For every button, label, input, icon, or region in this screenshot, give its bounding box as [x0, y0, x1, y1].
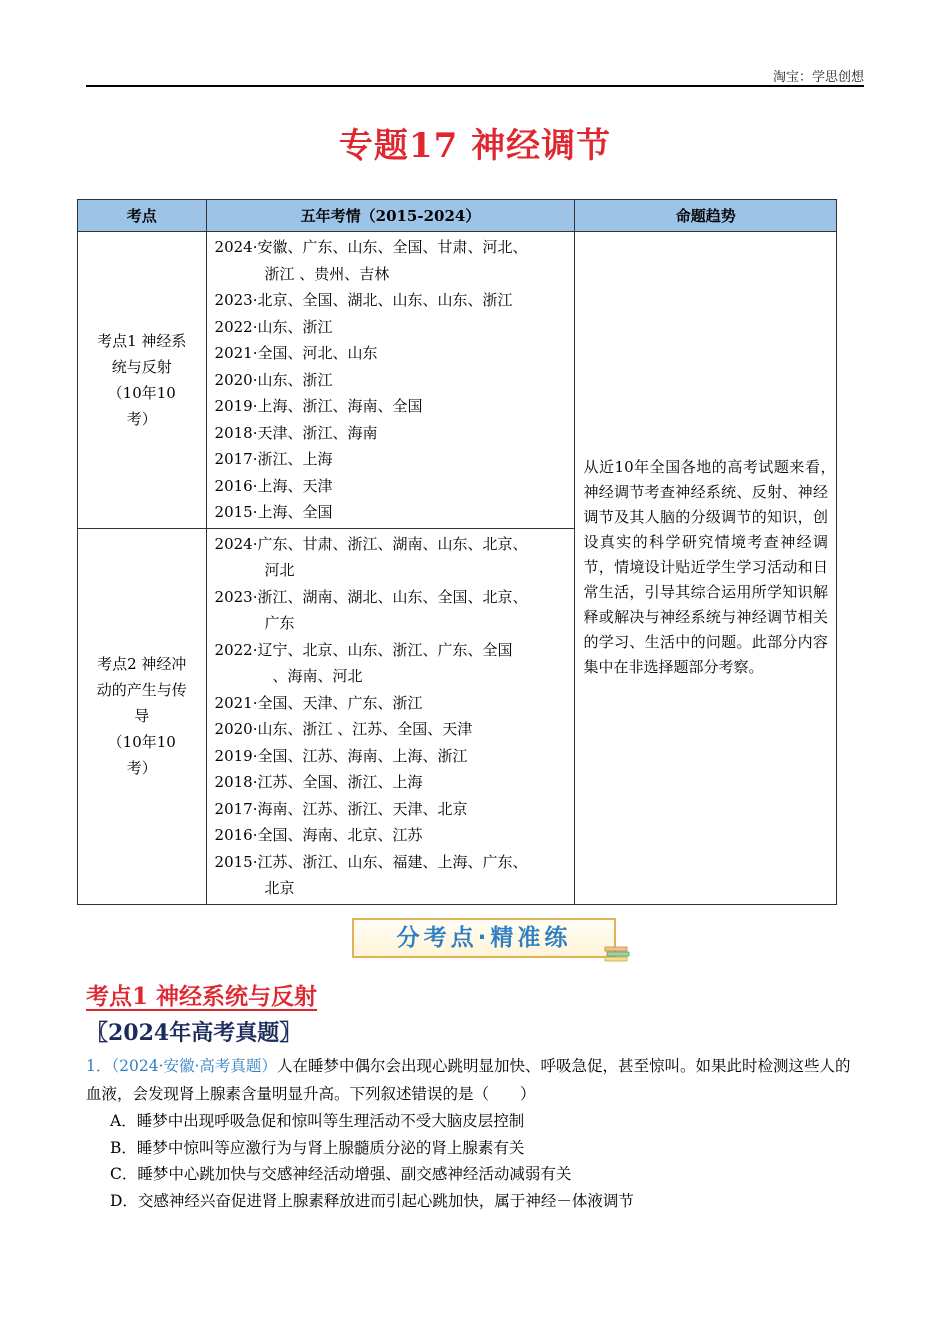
year-entry: 2022·山东、浙江 — [214, 317, 333, 336]
option-b: B．睡梦中惊叫等应激行为与肾上腺髓质分泌的肾上腺素有关 — [110, 1139, 525, 1157]
question-stem: 人在睡梦中偶尔会出现心跳明显加快、呼吸急促，甚至惊叫。如果此时检测这些人的血液，会发现肾上腺素含量明显升高。下列叙述错误的是（ ） — [86, 1057, 851, 1103]
exam-summary-table — [77, 199, 844, 905]
year-entry: 2018·江苏、全国、浙江、上海 — [214, 773, 423, 791]
topic-line: 动的产生与传 — [96, 681, 187, 699]
year-entry-text: 2024·广东、甘肃、浙江、湖南、山东、北京、 — [214, 534, 528, 553]
year-entry-continuation: 北京 — [264, 879, 295, 897]
year-entry: 2016·全国、海南、北京、江苏 — [214, 826, 423, 844]
year-entry: 2019·全国、江苏、海南、上海、浙江 — [214, 746, 468, 765]
option-c: C．睡梦中心跳加快与交感神经活动增强、副交感神经活动减弱有关 — [110, 1165, 572, 1183]
section-heading: 考点1 神经系统与反射 — [86, 983, 318, 1010]
year-entry-text: 2015·江苏、浙江、山东、福建、上海、广东、 — [214, 852, 528, 871]
year-entry-continuation: 广东 — [264, 614, 295, 632]
topic-line: 统与反射 — [111, 357, 172, 376]
topic-cell — [78, 528, 207, 904]
year-entry: 2020·山东、浙江 — [214, 370, 333, 389]
years-cell — [206, 528, 575, 904]
year-entry: 2023·北京、全国、湖北、山东、山东、浙江 — [214, 291, 513, 309]
header-years: 五年考情（2015-2024） — [206, 200, 575, 232]
trend-cell: 从近10年全国各地的高考试题来看， 神经调节考查神经系统、反射、神经调节及其人脑的分级调节的知识，创设真实的科学研究情境考查神经调节，情境设计贴近学生学习活动和日常生活，引导其综合运用所学知识解释或解决与神经系统与神经调节相关的学习、生活中的问题。此部分内容集中在非选择题部分考察。 — [575, 232, 837, 905]
topic-line: 考点1 神经系 — [97, 331, 187, 350]
year-entry-continuation: 浙江 、贵州、吉林 — [264, 264, 390, 283]
question-number: 1． — [86, 1057, 112, 1075]
header-note: 淘宝：学思创想 — [772, 70, 864, 85]
topic-line: （10年10 — [107, 383, 176, 402]
year-entry — [215, 531, 567, 584]
years-cell — [206, 232, 575, 529]
topic-line: 考） — [126, 759, 157, 777]
sub-heading: 〖2024年高考真题〗 — [86, 1020, 302, 1046]
topic-line: 考） — [126, 409, 157, 428]
table-row — [78, 232, 837, 529]
question-1 — [86, 1052, 864, 1108]
topic-line: 导 — [134, 707, 150, 725]
header-trend: 命题趋势 — [575, 200, 837, 232]
year-entry-continuation: 河北 — [264, 561, 295, 579]
year-entry: 2020·山东、浙江 、江苏、全国、天津 — [214, 720, 473, 738]
year-entry-text: 2023·浙江、湖南、湖北、山东、全国、北京、 — [214, 587, 528, 606]
topic-line: （10年10 — [107, 733, 176, 751]
topic-line: 考点2 神经冲 — [97, 655, 187, 673]
year-entry: 2015·上海、全国 — [214, 503, 333, 521]
topic-cell — [78, 232, 207, 529]
table-header-row — [78, 200, 837, 232]
year-entry: 2021·全国、河北、山东 — [214, 344, 378, 362]
page-title: 专题17 神经调节 — [338, 126, 612, 166]
year-entry — [215, 234, 567, 287]
year-entry: 2017·海南、江苏、浙江、天津、北京 — [214, 799, 468, 818]
year-entry-continuation: 、海南、河北 — [272, 667, 363, 685]
year-entry-text: 2024·安徽、广东、山东、全国、甘肃、河北、 — [214, 238, 528, 256]
year-entry: 2018·天津、浙江、海南 — [214, 423, 378, 442]
year-entry: 2017·浙江、上海 — [214, 450, 333, 468]
year-entry — [215, 849, 567, 902]
year-entry — [215, 637, 567, 690]
books-icon — [604, 944, 630, 962]
option-d: D．交感神经兴奋促进肾上腺素释放进而引起心跳加快，属于神经－体液调节 — [110, 1192, 634, 1210]
header-topic: 考点 — [78, 200, 207, 232]
year-entry: 2019·上海、浙江、海南、全国 — [214, 397, 423, 415]
year-entry: 2021·全国、天津、广东、浙江 — [214, 693, 423, 712]
question-source: （2024·安徽·高考真题） — [111, 1057, 277, 1075]
year-entry-text: 2022·辽宁、北京、山东、浙江、广东、全国 — [214, 640, 513, 659]
option-a: A．睡梦中出现呼吸急促和惊叫等生理活动不受大脑皮层控制 — [110, 1112, 525, 1130]
year-entry — [215, 584, 567, 637]
header-rule — [86, 85, 864, 87]
practice-banner: 分考点·精准练 — [352, 918, 616, 958]
year-entry: 2016·上海、天津 — [214, 476, 333, 495]
